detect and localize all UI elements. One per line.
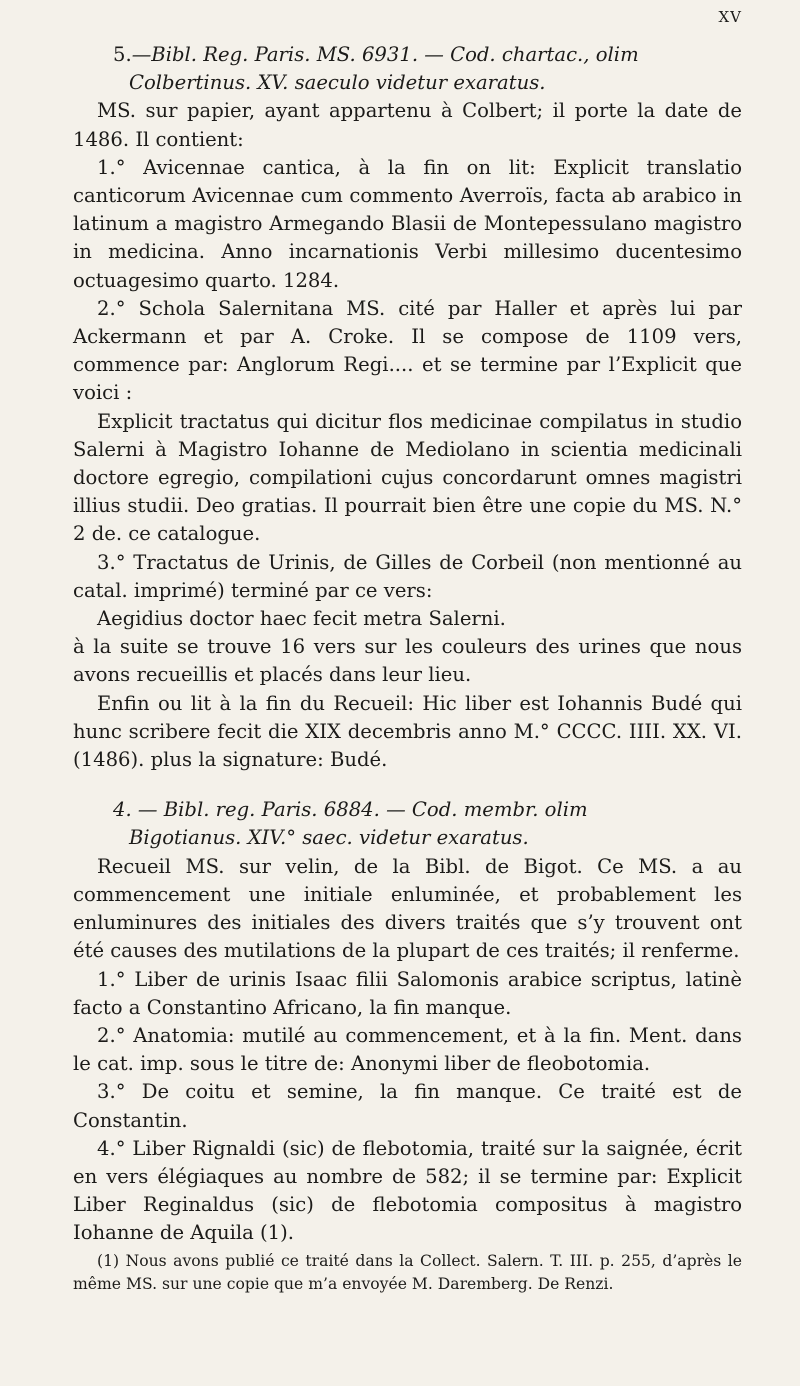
entry-5-item-2: 2.° Schola Salernitana MS. cité par Haller et après lui par Ackermann et par A. Croke. Il se compose de 1109 vers, commence par: Anglorum Regi.... et se termine par l’Explicit que voici : xyxy=(73,296,742,405)
footnotes xyxy=(73,1250,742,1296)
entry-4-item-3: 3.° De coitu et semine, la fin manque. Ce traité est de Constantin. xyxy=(73,1080,742,1132)
page-number: XV xyxy=(718,8,742,26)
entry-4-item-4: 4.° Liber Rignaldi (sic) de flebotomia, traité sur la saignée, écrit en vers élégiaques au nombre de 582; il se termine par: Explicit Liber Reginaldus (sic) de flebotomia compositus à magistro Iohanne de Aquila (1). xyxy=(73,1136,742,1245)
entry-5-item-3-continuation: à la suite se trouve 16 vers sur les couleurs des urines que nous avons recueillis et placés dans leur lieu. xyxy=(73,635,742,687)
footnote-1: (1) Nous avons publié ce traité dans la Collect. Salern. T. III. p. 255, d’après le même MS. sur une copie que m’a envoyée M. Daremberg. De Renzi. xyxy=(73,1251,742,1293)
entry-4-heading-continuation: Bigotianus. XIV.° saec. videtur exaratus. xyxy=(129,826,529,850)
entry-5-closing-note: Enfin ou lit à la fin du Recueil: Hic liber est Iohannis Budé qui hunc scribere fecit die XIX decembris anno M.° CCCC. IIII. XX. VI. (1486). plus la signature: Budé. xyxy=(73,691,742,772)
entry-5-item-2-explicit: Explicit tractatus qui dicitur flos medicinae compilatus in studio Salerni à Magistro Iohanne de Mediolano in scientia medicinali doctore egregio, compilationi cujus concordarunt omnes magistri illius studii. Deo gratias. Il pourrait bien être une copie du MS. N.° 2 de. ce catalogue. xyxy=(73,409,742,546)
section-gap xyxy=(73,774,742,796)
entry-5-heading-text: —Bibl. Reg. Paris. MS. 6931. — Cod. chartac., olim xyxy=(131,43,639,66)
entry-5-description: MS. sur papier, ayant appartenu à Colbert; il porte la date de 1486. Il contient: xyxy=(73,99,742,151)
entry-5-heading xyxy=(73,41,742,97)
entry-5-item-3-verse: Aegidius doctor haec fecit metra Salerni. xyxy=(97,607,506,631)
entry-5-item-3: 3.° Tractatus de Urinis, de Gilles de Corbeil (non mentionné au catal. imprimé) terminé par ce vers: xyxy=(73,550,742,602)
entry-4-item-1: 1.° Liber de urinis Isaac filii Salomonis arabice scriptus, latinè facto a Constantino Africano, la fin manque. xyxy=(73,967,742,1019)
entry-4-item-2: 2.° Anatomia: mutilé au commencement, et à la fin. Ment. dans le cat. imp. sous le titre de: Anonymi liber de fleobotomia. xyxy=(73,1023,742,1076)
entry-5-item-1: 1.° Avicennae cantica, à la fin on lit: Explicit translatio canticorum Avicennae cum commento Averroïs, facta ab arabico in latinum a magistro Armegando Blasii de Montepessulano magistro in medicina. Anno incarnationis Verbi millesimo ducentesimo octuagesimo quarto. 1284. xyxy=(73,155,742,292)
page-body xyxy=(73,41,742,1296)
entry-4-heading xyxy=(73,796,742,852)
entry-5-heading-continuation: Colbertinus. XV. saeculo videtur exaratus. xyxy=(129,71,546,95)
entry-4-description: Recueil MS. sur velin, de la Bibl. de Bigot. Ce MS. a au commencement une initiale enluminée, et probablement les enluminures des initiales des divers traités que s’y trouvent ont été causes des mutilations de la plupart de ces traités; il renferme. xyxy=(73,854,742,963)
entry-5-number: 5. xyxy=(113,43,132,66)
entry-4-heading-text: 4. — Bibl. reg. Paris. 6884. — Cod. membr. olim xyxy=(113,798,588,822)
